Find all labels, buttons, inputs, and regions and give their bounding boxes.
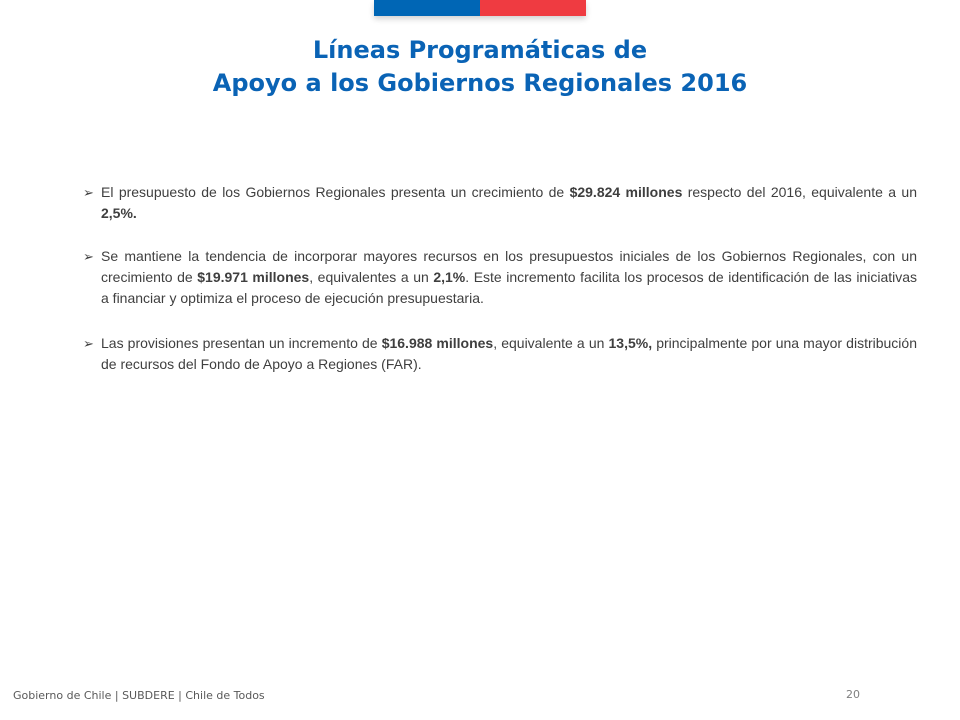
arrow-bullet-icon: ➢ (83, 249, 94, 264)
bullet-item (83, 182, 917, 224)
page-title (0, 34, 960, 100)
flag-red-stripe (480, 0, 586, 16)
bullet-text: El presupuesto de los Gobiernos Regionales presenta un crecimiento de $29.824 millones respecto del 2016, equivalente a un 2,5%. (101, 184, 917, 221)
bullet-list (83, 182, 917, 397)
bullet-item (83, 246, 917, 309)
flag-blue-stripe (374, 0, 480, 16)
title-line-2: Apoyo a los Gobiernos Regionales 2016 (212, 69, 748, 97)
arrow-bullet-icon: ➢ (83, 185, 94, 200)
title-line-1: Líneas Programáticas de (312, 36, 648, 64)
page-number: 20 (846, 688, 860, 701)
bullet-item (83, 333, 917, 375)
footer-text: Gobierno de Chile | SUBDERE | Chile de Todos (13, 689, 265, 702)
arrow-bullet-icon: ➢ (83, 336, 94, 351)
flag-bar (374, 0, 586, 16)
bullet-text: Las provisiones presentan un incremento de $16.988 millones, equivalente a un 13,5%, principalmente por una mayor distribución de recursos del Fondo de Apoyo a Regiones (FAR). (101, 335, 917, 372)
bullet-text: Se mantiene la tendencia de incorporar mayores recursos en los presupuestos iniciales de los Gobiernos Regionales, con un crecimiento de $19.971 millones, equivalentes a un 2,1%. Este incremento facilita los procesos de identificación de las iniciativas a financiar y optimiza el proceso de ejecución presupuestaria. (101, 248, 918, 306)
